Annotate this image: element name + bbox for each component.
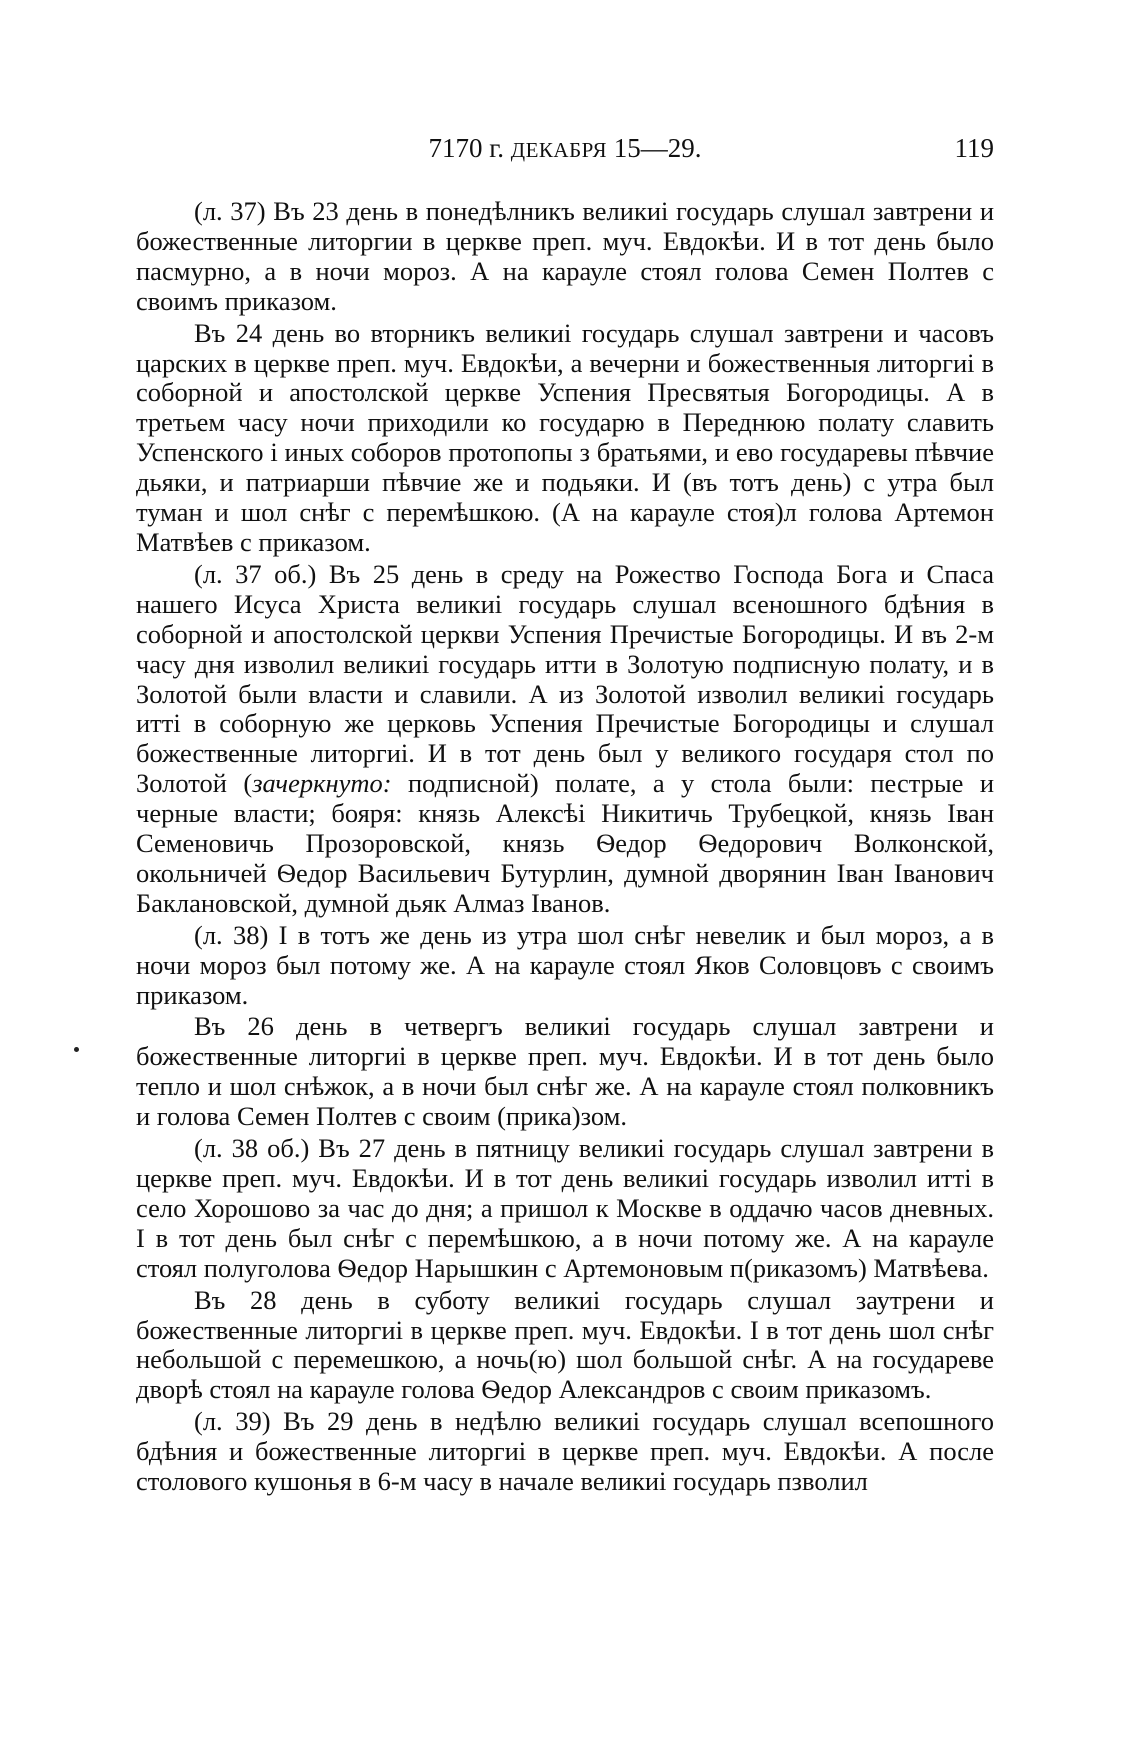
paragraph-text: Въ 23 день в понедѣлникъ великиі государь слушал завтрени и божественные литоргии в церкве преп. муч. Евдокѣи. И в тот день было пасмурно, а в ночи мороз. А на карауле стоял голова Семен Полтев с своимъ приказом.	[136, 196, 995, 316]
paragraph-text: Въ 25 день в среду на Рожество Господа Бога и Спаса нашего Исуса Христа великиі государь слушал всеношного бдѣния в соборной и апостолской церкви Успения Пречистые Богородицы. И въ 2-м часу дня изволил великиі государь итти в Золотую подписную полату, и в Золотой были власти и славили. А из Золотой изволил великиі государь иттi в соборную же церковь Успения Пречистые Богородицы и слушал божественные литоргиі. И в тот день был у великого государя стол по Золотой (	[136, 558, 995, 799]
header-month: ДЕКАБРЯ	[510, 138, 608, 162]
page-number: 119	[954, 133, 994, 163]
editorial-note: зачеркнуто:	[252, 768, 392, 799]
paragraph-text: Въ 27 день в пятницу великиі государь слушал завтрени в церкве преп. муч. Евдокѣи. И в тот день великиі государь изволил итті в село Хорошово за час до дня; а пришол к Москве в оддачю часов дневных. I в тот день был снѣг с перемѣшкою, а в ночи потому же. А на карауле стоял полуголова Ѳедор Нарышкин с Артемоновым п(риказомъ) Матвѣева.	[136, 1133, 994, 1283]
paragraph-6	[136, 1134, 994, 1284]
document-body	[136, 197, 994, 1497]
folio-reference: (л. 37)	[194, 196, 266, 226]
paragraph-text-continued: подписной) полате, а у стола были: пестрые и черные власти; бояря: князь Алексѣi Никитичь Трубецкой, князь Iван Семеновичь Прозоровской, князь Ѳедор Ѳедорович Волконской, окольничей Ѳедор Васильевич Бутурлин, думной дворянин Iван Iванович Баклановской, думной дьяк Алмаз Iванов.	[136, 768, 995, 918]
folio-reference: (л. 38 об.)	[194, 1133, 310, 1164]
running-header	[136, 128, 994, 168]
paragraph-text: Въ 24 день во вторникъ великиі государь слушал завтрени и часовъ царских в церкве преп. муч. Евдокѣи, а вечерни и божественныя литоргиі в соборной и апостолской церкве Успения Пресвятыя Богородицы. А в третьем часу ночи приходили ко государю в Переднюю полату славить Успенского і иных соборов протопопы з братьями, и ево государевы пѣвчие дьяки, и патриарши пѣвчие же и подьяки. И (въ тотъ день) с утра был туман и шол снѣг с перемѣшкою. (А на карауле стоя)л голова Артемон Матвѣев с приказом.	[136, 317, 994, 557]
margin-dot	[74, 1047, 79, 1052]
paragraph-4	[136, 921, 994, 1011]
header-days: 15—29.	[613, 133, 702, 163]
folio-reference: (л. 39)	[194, 1406, 271, 1437]
paragraph-1	[136, 197, 994, 317]
paragraph-2	[136, 319, 994, 558]
paragraph-text: Въ 29 день в недѣлю великиі государь слушал всепошного бдѣния и божественные литоргиі в церкве преп. муч. Евдокѣи. А после столового кушонья в 6-м часу в начале великиі государь пзволил	[136, 1406, 995, 1497]
paragraph-8	[136, 1407, 994, 1497]
paragraph-text: Въ 26 день в четвергъ великиі государь слушал завтрени и божественные литоргиі в церкве преп. муч. Евдокѣи. И в тот день было тепло и шол снѣжок, а в ночи был снѣг же. А на карауле стоял полковникъ и голова Семен Полтев с своим (прика)зом.	[136, 1011, 994, 1132]
paragraph-text: Въ 28 день в суботу великиі государь слушал заутрени и божественные литоргиі в церкве преп. муч. Евдокѣи. I в тот день шол снѣг небольшой с перемешкою, а ночь(ю) шол большой снѣг. А на государеве дворѣ стоял на карауле голова Ѳедор Александров с своим приказомъ.	[136, 1284, 994, 1405]
paragraph-3	[136, 560, 994, 919]
header-year: 7170 г.	[428, 133, 505, 163]
header-title	[136, 128, 994, 170]
paragraph-5	[136, 1012, 994, 1132]
paragraph-text: I в тотъ же день из утра шол снѣг невелик и был мороз, а в ночи мороз был потому же. А на карауле стоял Яков Соловцовъ с своимъ приказом.	[136, 919, 995, 1010]
folio-reference: (л. 38)	[194, 919, 269, 950]
folio-reference: (л. 37 об.)	[194, 558, 317, 589]
paragraph-7	[136, 1286, 994, 1406]
